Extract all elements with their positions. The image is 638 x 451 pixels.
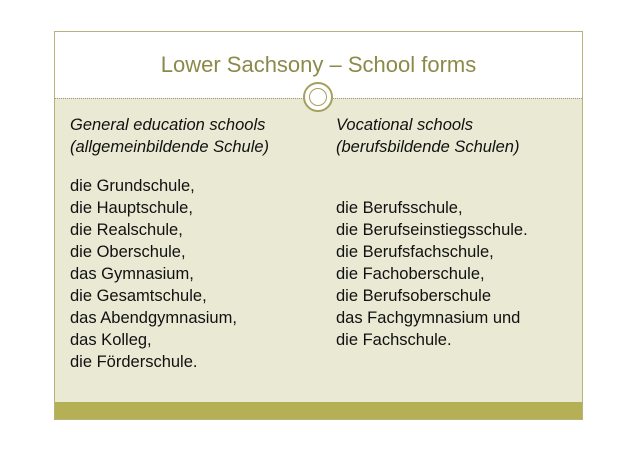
- heading-line: Vocational schools: [336, 116, 473, 134]
- slide: [54, 31, 583, 420]
- list-item: das Fachgymnasium und: [336, 309, 521, 327]
- general-education-list: [70, 175, 269, 373]
- general-education-heading: [70, 114, 269, 158]
- list-item: die Gesamtschule,: [70, 287, 207, 305]
- vocational-column: [336, 114, 528, 351]
- heading-line: (berufsbildende Schulen): [336, 138, 520, 156]
- slide-title: Lower Sachsony – School forms: [160, 52, 477, 77]
- footer-band: [55, 402, 582, 419]
- list-item: die Förderschule.: [70, 353, 198, 371]
- list-item: die Hauptschule,: [70, 199, 193, 217]
- list-item: das Abendgymnasium,: [70, 309, 237, 327]
- general-education-column: [70, 114, 269, 373]
- list-item: die Realschule,: [70, 221, 183, 239]
- circle-ornament-icon: [303, 82, 333, 112]
- heading-line: General education schools: [70, 116, 266, 134]
- heading-line: (allgemeinbildende Schule): [70, 138, 270, 156]
- list-item: die Grundschule,: [70, 177, 195, 195]
- list-item: die Berufseinstiegsschule.: [336, 221, 528, 239]
- vocational-heading: [336, 114, 528, 158]
- list-item: das Gymnasium,: [70, 265, 194, 283]
- vocational-list: [336, 197, 528, 351]
- list-item: die Fachoberschule,: [336, 265, 485, 283]
- list-item: die Berufsfachschule,: [336, 243, 494, 261]
- list-item: das Kolleg,: [70, 331, 152, 349]
- list-item: die Fachschule.: [336, 331, 452, 349]
- list-item: die Berufsschule,: [336, 199, 463, 217]
- list-item: die Oberschule,: [70, 243, 186, 261]
- list-item: die Berufsoberschule: [336, 287, 492, 305]
